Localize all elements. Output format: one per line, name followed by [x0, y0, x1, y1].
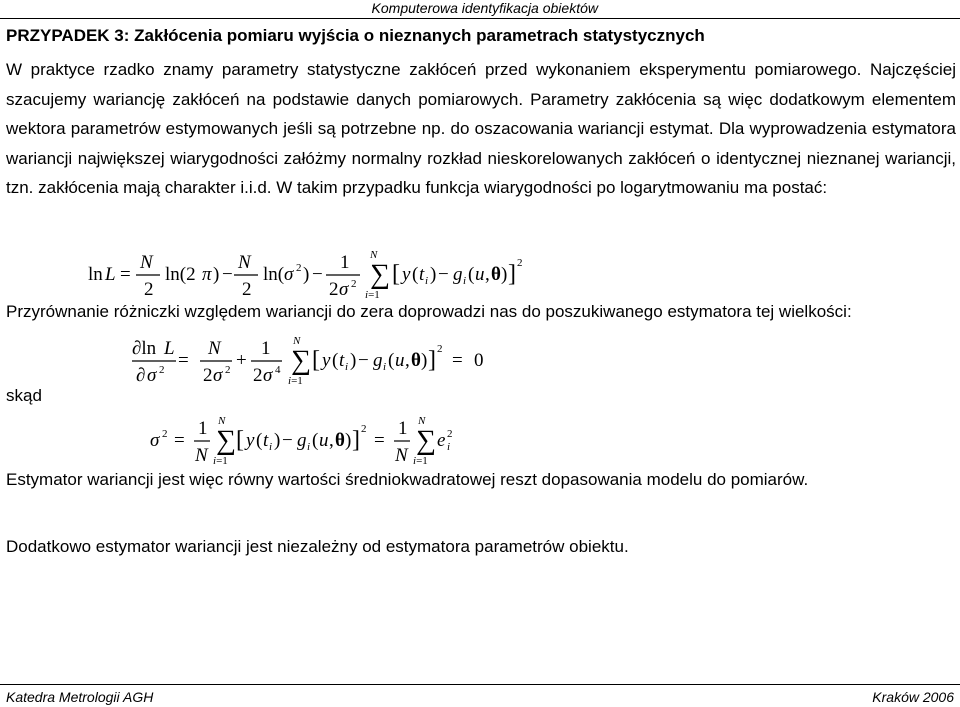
svg-text:(: (: [332, 350, 339, 371]
svg-text:2: 2: [517, 257, 523, 269]
svg-text:−: −: [222, 264, 233, 285]
svg-text:∑: ∑: [416, 425, 436, 456]
svg-text:i: i: [269, 441, 273, 453]
svg-text:∂ln: ∂ln: [132, 338, 157, 359]
svg-text:1: 1: [198, 418, 208, 439]
svg-text:): ): [213, 264, 220, 285]
derivative-text: Przyrównanie różniczki względem wariancji do zera doprowadzi nas do poszukiwanego estymatora tej wielkości:: [6, 302, 852, 321]
svg-text:L: L: [164, 338, 175, 359]
svg-text:]: ]: [428, 347, 436, 373]
estimator-conclusion: Estymator wariancji jest więc równy wartości średniokwadratowej reszt dopasowania modelu do pomiarów.: [6, 470, 809, 489]
svg-text:=: =: [178, 350, 189, 371]
svg-text:−: −: [312, 264, 323, 285]
svg-text:u: u: [475, 264, 485, 285]
svg-text:−: −: [358, 350, 369, 371]
svg-text:θ: θ: [335, 430, 345, 451]
svg-text:[: [: [236, 427, 244, 453]
svg-text:=: =: [452, 350, 463, 371]
svg-text:y: y: [246, 430, 255, 451]
svg-text:N: N: [218, 415, 226, 427]
svg-text:L: L: [105, 264, 116, 285]
svg-text:∂: ∂: [136, 365, 146, 386]
page-footer: [0, 684, 960, 707]
svg-text:N: N: [418, 415, 426, 427]
intro-paragraph: W praktyce rzadko znamy parametry statystyczne zakłóceń przed wykonaniem eksperymentu pomiarowego. Najczęściej szacujemy wariancję zakłóceń na podstawie danych pomiarowych. Parametry zakłócenia są więc dodatkowym elementem wektora parametrów estymowanych jeśli są potrzebne np. do oszacowania wariancji estymat. Dla wyprowadzenia estymatora wariancji największej wiarygodności załóżmy normalny rozkład nieskorelowanych zakłóceń o identycznej nieznanej wariancji, tzn. zakłócenia mają charakter i.i.d. W takim przypadku funkcja wiarygodności po logarytmowaniu ma postać:: [6, 60, 956, 197]
svg-text:2: 2: [437, 343, 443, 355]
svg-text:e: e: [437, 430, 446, 451]
svg-text:,: ,: [405, 350, 410, 371]
skad-label: skąd: [6, 386, 42, 405]
svg-text:4: 4: [275, 364, 281, 376]
svg-text:σ: σ: [150, 430, 160, 451]
svg-text:2: 2: [242, 279, 252, 300]
svg-text:∑: ∑: [370, 259, 390, 290]
svg-text:∑: ∑: [216, 425, 236, 456]
svg-text:ln: ln: [88, 264, 103, 285]
svg-text:): ): [274, 430, 281, 451]
svg-text:(: (: [412, 264, 419, 285]
svg-text:g: g: [297, 430, 307, 451]
svg-text:=: =: [120, 264, 131, 285]
svg-text:σ: σ: [339, 279, 349, 300]
svg-text:2: 2: [225, 364, 231, 376]
svg-text:i: i: [463, 275, 467, 287]
svg-text:): ): [303, 264, 310, 285]
svg-text:): ): [430, 264, 437, 285]
svg-text:i: i: [383, 361, 387, 373]
svg-text:g: g: [373, 350, 383, 371]
svg-text:1: 1: [340, 252, 350, 273]
svg-text:2: 2: [253, 365, 263, 386]
svg-text:2: 2: [203, 365, 213, 386]
page-header: [0, 0, 960, 19]
svg-text:ln(2: ln(2: [165, 264, 196, 285]
section-heading: PRZYPADEK 3: Zakłócenia pomiaru wyjścia o nieznanych parametrach statystycznych: [6, 26, 705, 45]
svg-text:i=1: i=1: [288, 375, 303, 387]
svg-text:(: (: [388, 350, 395, 371]
svg-text:N: N: [208, 338, 221, 359]
svg-text:2: 2: [351, 278, 357, 290]
svg-text:): ): [350, 350, 357, 371]
svg-text:i=1: i=1: [413, 455, 428, 467]
svg-text:t: t: [263, 430, 269, 451]
derivative-equation: [126, 334, 496, 394]
svg-text:]: ]: [352, 427, 360, 453]
svg-text:(: (: [256, 430, 263, 451]
svg-text:0: 0: [474, 350, 484, 371]
svg-text:u: u: [319, 430, 329, 451]
svg-text:i=1: i=1: [213, 455, 228, 467]
svg-text:−: −: [282, 430, 293, 451]
svg-text:N: N: [238, 252, 251, 273]
svg-text:[: [: [312, 347, 320, 373]
svg-text:): ): [421, 350, 428, 371]
svg-text:θ: θ: [411, 350, 421, 371]
svg-text:+: +: [236, 350, 247, 371]
svg-text:1: 1: [261, 338, 271, 359]
svg-text:i: i: [307, 441, 311, 453]
svg-text:u: u: [395, 350, 405, 371]
svg-text:,: ,: [485, 264, 490, 285]
svg-text:N: N: [195, 445, 208, 466]
independence-note: Dodatkowo estymator wariancji jest niezależny od estymatora parametrów obiektu.: [6, 537, 629, 556]
svg-text:): ): [501, 264, 508, 285]
svg-text:i: i: [425, 275, 429, 287]
svg-text:t: t: [419, 264, 425, 285]
svg-text:,: ,: [329, 430, 334, 451]
svg-text:y: y: [402, 264, 411, 285]
svg-text:2: 2: [296, 262, 302, 274]
svg-text:N: N: [395, 445, 408, 466]
svg-text:y: y: [322, 350, 331, 371]
footer-place-year: Kraków 2006: [872, 689, 954, 705]
svg-text:σ: σ: [263, 365, 273, 386]
svg-text:i=1: i=1: [365, 289, 380, 301]
svg-text:2: 2: [159, 364, 165, 376]
variance-estimator-equation: [144, 414, 474, 474]
svg-text:N: N: [370, 249, 378, 261]
svg-text:]: ]: [508, 261, 516, 287]
svg-text:=: =: [374, 430, 385, 451]
svg-text:i: i: [447, 441, 451, 453]
svg-text:t: t: [339, 350, 345, 371]
svg-text:θ: θ: [491, 264, 501, 285]
svg-text:=: =: [174, 430, 185, 451]
svg-text:σ: σ: [284, 264, 294, 285]
svg-text:N: N: [293, 335, 301, 347]
svg-text:−: −: [438, 264, 449, 285]
svg-text:1: 1: [398, 418, 408, 439]
svg-text:N: N: [140, 252, 153, 273]
header-title: Komputerowa identyfikacja obiektów: [371, 0, 598, 16]
svg-text:ln(: ln(: [263, 264, 285, 285]
svg-text:): ): [345, 430, 352, 451]
svg-text:[: [: [392, 261, 400, 287]
footer-institution: Katedra Metrologii AGH: [6, 689, 154, 705]
svg-text:(: (: [468, 264, 475, 285]
svg-text:i: i: [345, 361, 349, 373]
svg-text:2: 2: [447, 428, 453, 440]
svg-text:π: π: [202, 264, 212, 285]
svg-text:2: 2: [329, 279, 339, 300]
svg-text:∑: ∑: [291, 345, 311, 376]
svg-text:σ: σ: [213, 365, 223, 386]
svg-text:σ: σ: [147, 365, 157, 386]
svg-text:2: 2: [361, 423, 367, 435]
svg-text:(: (: [312, 430, 319, 451]
svg-text:2: 2: [162, 428, 168, 440]
log-likelihood-equation: [80, 248, 540, 308]
svg-text:2: 2: [144, 279, 154, 300]
svg-text:g: g: [453, 264, 463, 285]
